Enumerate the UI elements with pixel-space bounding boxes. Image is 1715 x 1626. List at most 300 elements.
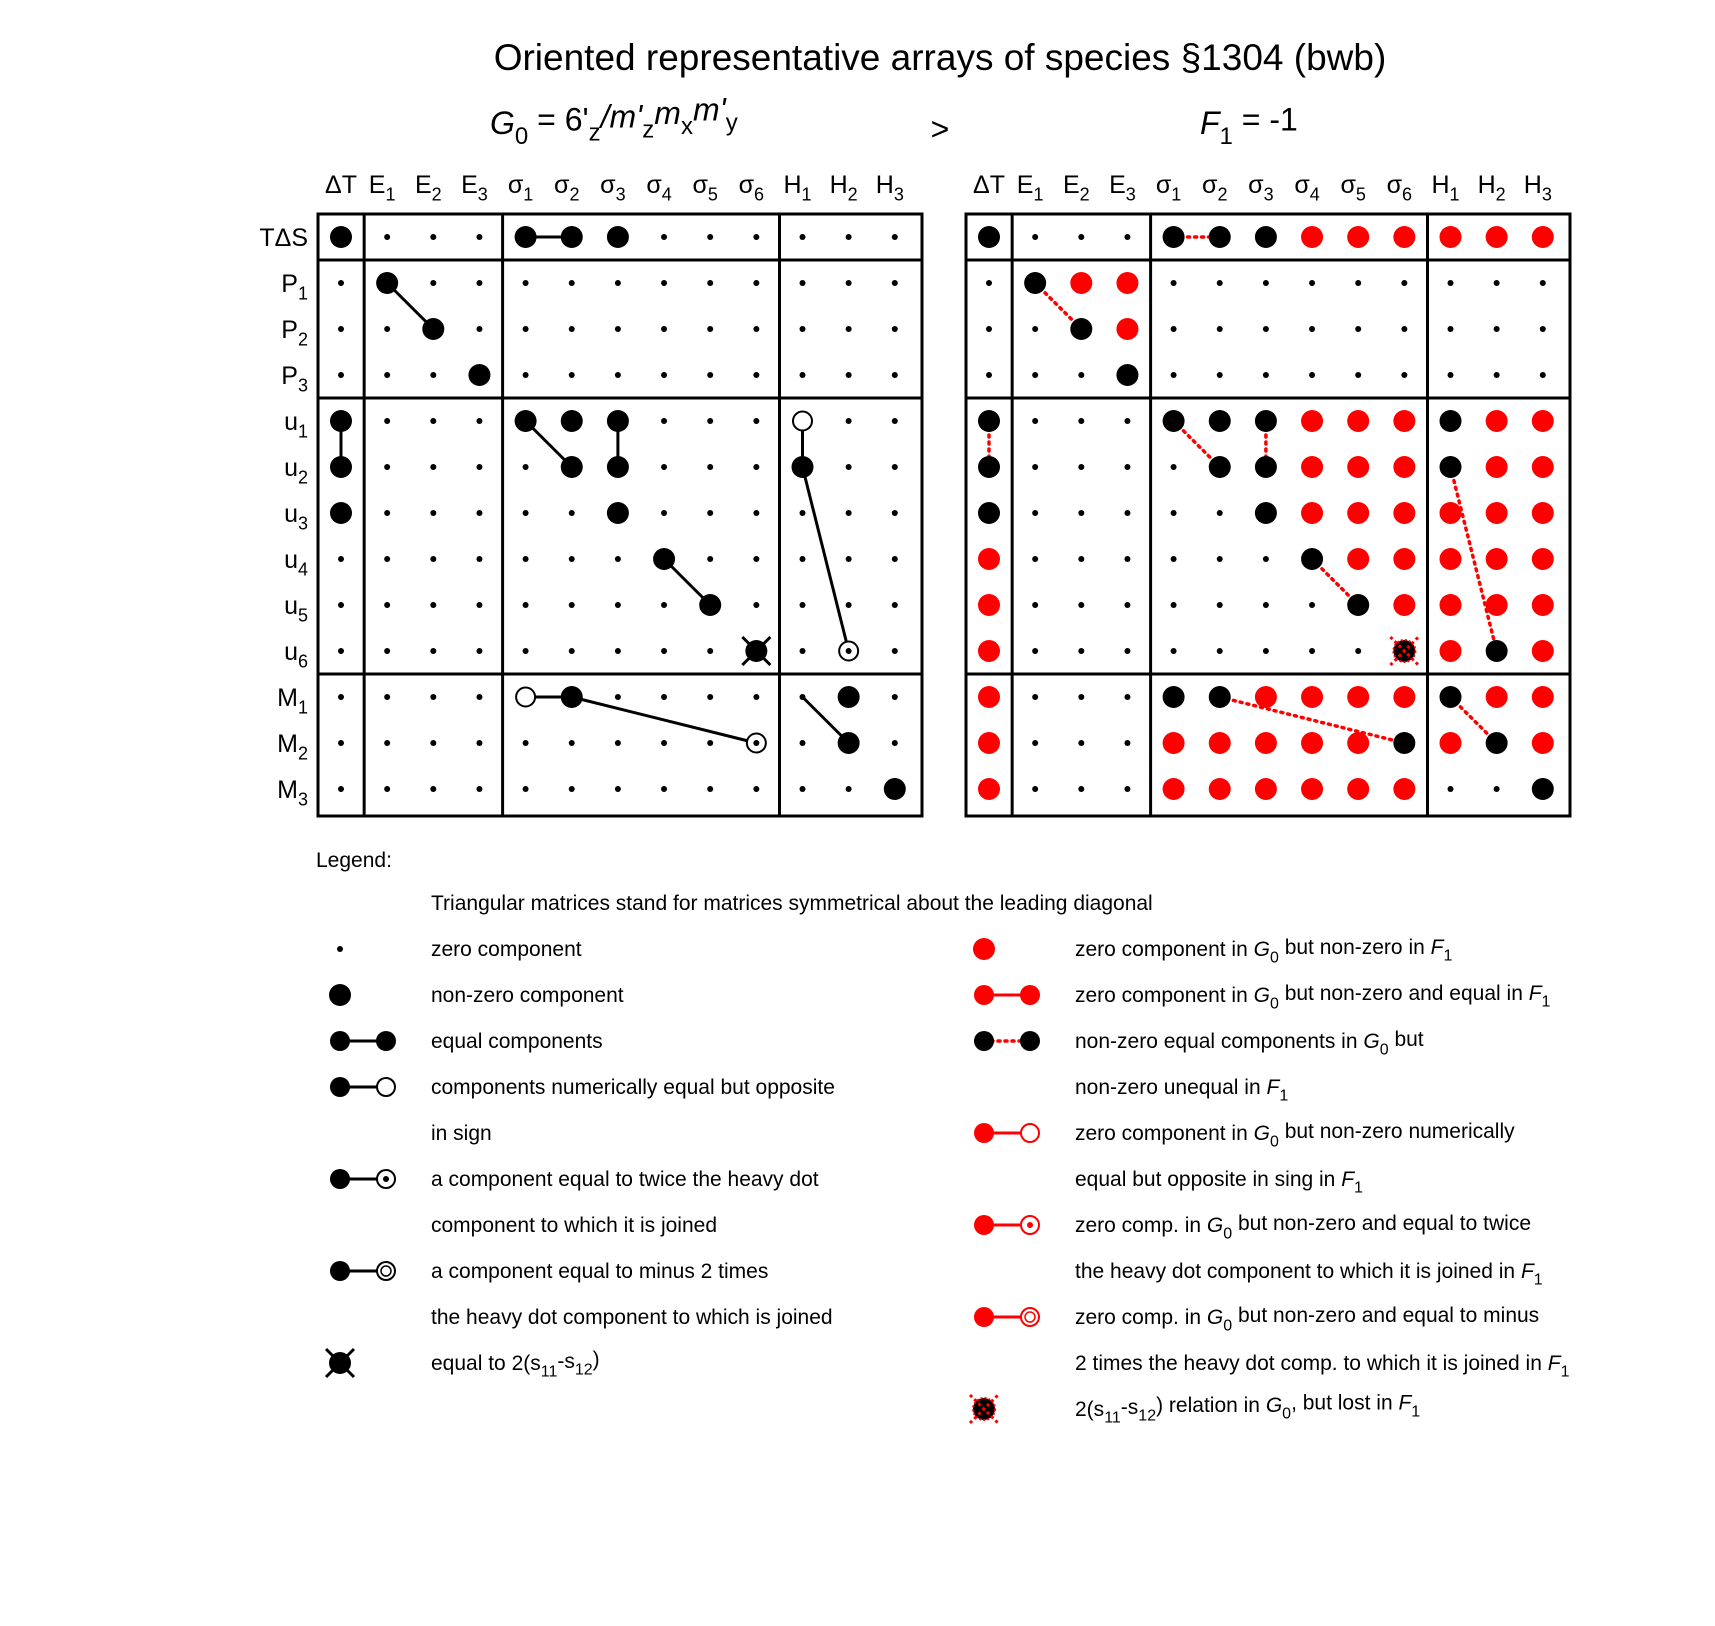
nonzero-component-dot <box>978 226 1000 248</box>
new-nonzero-red-dot <box>978 640 1000 662</box>
left-group-formula: $G_0 = 6'_z/m'_zm_xm'_y$ <box>490 91 738 151</box>
zero-component-dot <box>892 648 898 654</box>
zero-component-dot <box>1355 372 1361 378</box>
zero-component-dot <box>1401 280 1407 286</box>
zero-component-dot <box>1124 556 1130 562</box>
nonzero-component-dot <box>607 410 629 432</box>
legend-symbol-small-dot <box>337 946 343 952</box>
nonzero-component-dot <box>607 502 629 524</box>
zero-component-dot <box>523 280 529 286</box>
left-column-label: $E_1$ <box>368 171 396 205</box>
right-column-label: ΔT <box>973 171 1005 199</box>
zero-component-dot <box>800 326 806 332</box>
right-column-label: $\sigma_4$ <box>1294 171 1320 205</box>
new-nonzero-red-dot <box>1116 272 1138 294</box>
zero-component-dot <box>1448 326 1454 332</box>
zero-component-dot <box>661 648 667 654</box>
new-nonzero-red-dot <box>1347 502 1369 524</box>
crossed-dot <box>326 1349 354 1377</box>
new-nonzero-red-dot <box>1163 732 1185 754</box>
zero-component-dot <box>800 234 806 240</box>
zero-component-dot <box>986 326 992 332</box>
legend-symbol-big-dot <box>329 984 351 1006</box>
zero-component-dot <box>1263 556 1269 562</box>
zero-component-dot <box>476 694 482 700</box>
nonzero-component-dot <box>1209 686 1231 708</box>
zero-component-dot <box>1217 510 1223 516</box>
zero-component-dot <box>707 372 713 378</box>
legend-symbol-dotted-pair <box>974 1031 1040 1051</box>
zero-component-dot <box>707 326 713 332</box>
nonzero-component-dot <box>1532 778 1554 800</box>
twice-component-center <box>846 648 852 654</box>
nonzero-component-dot <box>1209 410 1231 432</box>
row-label: $P_2$ <box>281 316 308 350</box>
zero-component-dot <box>569 648 575 654</box>
new-nonzero-red-dot <box>1347 226 1369 248</box>
zero-component-dot <box>430 464 436 470</box>
zero-component-dot <box>661 786 667 792</box>
left-column-label: $H_2$ <box>829 171 858 205</box>
zero-component-dot <box>846 464 852 470</box>
zero-component-dot <box>707 464 713 470</box>
legend-symbol-minus2-pair <box>330 1261 395 1281</box>
zero-component-dot <box>569 602 575 608</box>
zero-component-dot <box>661 234 667 240</box>
nonzero-component-dot <box>1024 272 1046 294</box>
new-nonzero-red-dot <box>978 548 1000 570</box>
new-nonzero-red-dot <box>1347 548 1369 570</box>
zero-component-dot <box>615 648 621 654</box>
right-column-label: $E_2$ <box>1062 171 1090 205</box>
left-column-label: $E_2$ <box>414 171 442 205</box>
opposite-sign-circle <box>793 412 812 431</box>
zero-component-dot <box>1355 280 1361 286</box>
row-label: $P_1$ <box>281 270 308 304</box>
zero-component-dot <box>846 418 852 424</box>
new-nonzero-red-dot <box>1393 548 1415 570</box>
legend <box>326 936 1570 1427</box>
row-label: TΔS <box>259 224 308 252</box>
zero-component-dot <box>661 510 667 516</box>
new-nonzero-red-dot <box>1393 502 1415 524</box>
zero-component-dot <box>800 740 806 746</box>
zero-component-dot <box>892 602 898 608</box>
zero-component-dot <box>1448 280 1454 286</box>
nonzero-component-dot <box>376 272 398 294</box>
zero-component-dot <box>615 602 621 608</box>
legend-symbol-equal-pair <box>330 1031 396 1051</box>
row-label: $u_2$ <box>284 454 308 488</box>
nonzero-component-dot <box>561 226 583 248</box>
zero-component-dot <box>523 510 529 516</box>
zero-component-dot <box>1540 326 1546 332</box>
zero-component-dot <box>476 648 482 654</box>
right-legend-text: zero comp. in $G_0$ but non-zero and equal to twice <box>1075 1211 1532 1243</box>
nonzero-component-dot <box>515 410 537 432</box>
row-label: $u_3$ <box>284 500 308 534</box>
zero-component-dot <box>846 556 852 562</box>
zero-component-dot <box>892 556 898 562</box>
zero-component-dot <box>846 602 852 608</box>
zero-component-dot <box>1171 602 1177 608</box>
nonzero-component-dot <box>1255 226 1277 248</box>
nonzero-component-dot <box>978 456 1000 478</box>
zero-component-dot <box>661 694 667 700</box>
zero-component-dot <box>800 280 806 286</box>
nonzero-component-dot <box>561 456 583 478</box>
zero-component-dot <box>1032 234 1038 240</box>
new-nonzero-red-dot <box>978 686 1000 708</box>
zero-component-dot <box>523 464 529 470</box>
zero-component-dot <box>1494 280 1500 286</box>
zero-component-dot <box>384 556 390 562</box>
solid-connector <box>572 697 757 743</box>
legend-symbol-crossed-dot <box>326 1349 354 1377</box>
zero-component-dot <box>892 280 898 286</box>
zero-component-dot <box>384 234 390 240</box>
zero-component-dot <box>615 326 621 332</box>
nonzero-component-dot <box>978 502 1000 524</box>
zero-component-dot <box>569 786 575 792</box>
zero-component-dot <box>384 326 390 332</box>
zero-component-dot <box>661 280 667 286</box>
zero-component-dot <box>1263 648 1269 654</box>
left-legend-text: non-zero component <box>431 984 624 1007</box>
zero-component-dot <box>707 280 713 286</box>
zero-component-dot <box>1263 326 1269 332</box>
zero-component-dot <box>615 786 621 792</box>
right-column-label: $E_3$ <box>1109 171 1136 205</box>
zero-component-dot <box>1078 740 1084 746</box>
nonzero-component-dot <box>978 410 1000 432</box>
zero-component-dot <box>753 372 759 378</box>
new-nonzero-red-dot <box>1532 594 1554 616</box>
left-legend-text: zero component <box>431 938 582 961</box>
new-nonzero-red-dot <box>1532 640 1554 662</box>
zero-component-dot <box>846 280 852 286</box>
left-column-label: $H_1$ <box>783 171 812 205</box>
new-nonzero-red-dot <box>1393 686 1415 708</box>
nonzero-component-dot <box>1070 318 1092 340</box>
nonzero-component-dot <box>1440 410 1462 432</box>
zero-component-dot <box>707 234 713 240</box>
zero-component-dot <box>430 602 436 608</box>
zero-component-dot <box>800 510 806 516</box>
zero-component-dot <box>476 234 482 240</box>
zero-component-dot <box>430 372 436 378</box>
new-nonzero-red-dot <box>978 778 1000 800</box>
nonzero-component-dot <box>884 778 906 800</box>
zero-component-dot <box>1032 510 1038 516</box>
zero-component-dot <box>1540 280 1546 286</box>
zero-component-dot <box>1078 418 1084 424</box>
zero-component-dot <box>384 510 390 516</box>
new-nonzero-red-dot <box>1347 778 1369 800</box>
zero-component-dot <box>1217 372 1223 378</box>
zero-component-dot <box>476 326 482 332</box>
legend-heading: Legend: <box>316 849 392 872</box>
left-legend-text: equal to $2(s_{11}-s_{12})$ <box>431 1347 600 1381</box>
zero-component-dot <box>1124 234 1130 240</box>
new-nonzero-red-dot <box>1301 732 1323 754</box>
new-nonzero-red-dot <box>1440 502 1462 524</box>
new-nonzero-red-dot <box>1486 686 1508 708</box>
nonzero-component-dot <box>1163 226 1185 248</box>
zero-component-dot <box>615 694 621 700</box>
zero-component-dot <box>569 510 575 516</box>
zero-component-dot <box>384 740 390 746</box>
zero-component-dot <box>523 556 529 562</box>
lost-relation-crossed-dot <box>1390 637 1418 665</box>
new-nonzero-red-dot <box>1347 732 1369 754</box>
row-label: $M_3$ <box>277 776 308 810</box>
new-nonzero-red-dot <box>1486 594 1508 616</box>
zero-component-dot <box>753 602 759 608</box>
new-nonzero-red-dot <box>1393 226 1415 248</box>
zero-component-dot <box>892 234 898 240</box>
zero-component-dot <box>476 740 482 746</box>
right-column-label: $\sigma_1$ <box>1155 171 1182 205</box>
left-matrix-g0 <box>318 214 922 816</box>
nonzero-component-dot <box>1301 548 1323 570</box>
zero-component-dot <box>892 464 898 470</box>
zero-component-dot <box>707 786 713 792</box>
zero-component-dot <box>1355 648 1361 654</box>
zero-component-dot <box>523 326 529 332</box>
zero-component-dot <box>753 234 759 240</box>
zero-component-dot <box>384 418 390 424</box>
row-label: $u_4$ <box>284 546 308 580</box>
zero-component-dot <box>661 464 667 470</box>
zero-component-dot <box>569 280 575 286</box>
right-column-label: $\sigma_6$ <box>1386 171 1413 205</box>
nonzero-component-dot <box>330 456 352 478</box>
nonzero-component-dot <box>1486 640 1508 662</box>
right-matrix-labels <box>973 171 1552 205</box>
zero-component-dot <box>986 372 992 378</box>
zero-component-dot <box>707 556 713 562</box>
zero-component-dot <box>753 418 759 424</box>
zero-component-dot <box>569 372 575 378</box>
row-label: $M_1$ <box>277 684 308 718</box>
zero-component-dot <box>615 280 621 286</box>
new-nonzero-red-dot <box>1116 318 1138 340</box>
twice-component-center <box>753 740 759 746</box>
zero-component-dot <box>476 602 482 608</box>
new-nonzero-red-dot <box>1440 732 1462 754</box>
right-legend-text: zero component in $G_0$ but non-zero and equal in $F_1$ <box>1075 981 1551 1013</box>
right-legend-text: zero component in $G_0$ but non-zero numerically <box>1075 1119 1515 1151</box>
nonzero-component-dot <box>515 226 537 248</box>
zero-component-dot <box>1078 602 1084 608</box>
new-nonzero-red-dot <box>978 732 1000 754</box>
new-nonzero-red-dot <box>1486 410 1508 432</box>
zero-component-dot <box>753 326 759 332</box>
zero-component-dot <box>707 694 713 700</box>
row-label: $u_5$ <box>284 592 308 626</box>
new-nonzero-red-dot <box>1440 226 1462 248</box>
zero-component-dot <box>430 740 436 746</box>
left-column-label: $\sigma_2$ <box>554 171 580 205</box>
right-legend-text: $2(s_{11}-s_{12})$ relation in $G_0$, but lost in $F_1$ <box>1075 1391 1421 1427</box>
zero-component-dot <box>1401 372 1407 378</box>
new-nonzero-red-dot <box>1532 410 1554 432</box>
new-nonzero-red-dot <box>1486 456 1508 478</box>
zero-component-dot <box>1032 786 1038 792</box>
row-label: $P_3$ <box>281 362 308 396</box>
zero-component-dot <box>384 786 390 792</box>
zero-component-dot <box>430 280 436 286</box>
legend-symbol-opposite-pair <box>330 1077 395 1097</box>
left-legend-text: the heavy dot component to which is joined <box>431 1306 833 1329</box>
right-column-label: $\sigma_5$ <box>1340 171 1366 205</box>
zero-component-dot <box>892 326 898 332</box>
zero-component-dot <box>1263 372 1269 378</box>
right-group-formula: $F_1 = -1$ <box>1200 101 1298 151</box>
zero-component-dot <box>1078 510 1084 516</box>
zero-component-dot <box>800 786 806 792</box>
zero-component-dot <box>1078 694 1084 700</box>
left-column-label: ΔT <box>325 171 357 199</box>
zero-component-dot <box>1124 510 1130 516</box>
nonzero-component-dot <box>838 732 860 754</box>
nonzero-component-dot <box>1209 226 1231 248</box>
zero-component-dot <box>1309 326 1315 332</box>
legend-symbol-red-opposite-pair <box>974 1123 1039 1143</box>
zero-component-dot <box>1032 556 1038 562</box>
zero-component-dot <box>338 602 344 608</box>
zero-component-dot <box>753 786 759 792</box>
zero-component-dot <box>1494 786 1500 792</box>
new-nonzero-red-dot <box>1486 226 1508 248</box>
zero-component-dot <box>986 280 992 286</box>
zero-component-dot <box>430 556 436 562</box>
zero-component-dot <box>800 648 806 654</box>
zero-component-dot <box>1078 556 1084 562</box>
zero-component-dot <box>1494 326 1500 332</box>
zero-component-dot <box>1032 648 1038 654</box>
zero-component-dot <box>800 694 806 700</box>
nonzero-component-dot <box>1255 502 1277 524</box>
zero-component-dot <box>1078 786 1084 792</box>
nonzero-component-dot <box>792 456 814 478</box>
zero-component-dot <box>846 510 852 516</box>
zero-component-dot <box>430 510 436 516</box>
zero-component-dot <box>1078 372 1084 378</box>
zero-component-dot <box>1448 372 1454 378</box>
zero-component-dot <box>476 418 482 424</box>
legend-symbol-red-twice-pair <box>974 1215 1039 1235</box>
legend-symbol-red-minus2-pair <box>974 1307 1039 1327</box>
left-legend-text: in sign <box>431 1122 492 1145</box>
new-nonzero-red-dot <box>1301 410 1323 432</box>
zero-component-dot <box>892 510 898 516</box>
zero-component-dot <box>1032 740 1038 746</box>
zero-component-dot <box>1124 602 1130 608</box>
zero-component-dot <box>846 234 852 240</box>
zero-component-dot <box>1309 648 1315 654</box>
zero-component-dot <box>846 326 852 332</box>
new-nonzero-red-dot <box>1393 410 1415 432</box>
zero-component-dot <box>892 418 898 424</box>
new-nonzero-red-dot <box>1209 732 1231 754</box>
legend-symbol-lost-crossed-dot <box>970 1395 998 1423</box>
right-legend-text: 2 times the heavy dot comp. to which it is joined in $F_1$ <box>1075 1352 1570 1381</box>
zero-component-dot <box>338 648 344 654</box>
zero-component-dot <box>1217 326 1223 332</box>
zero-component-dot <box>1124 694 1130 700</box>
zero-component-dot <box>1171 280 1177 286</box>
zero-component-dot <box>753 280 759 286</box>
zero-component-dot <box>846 786 852 792</box>
new-nonzero-red-dot <box>1347 456 1369 478</box>
comparator-symbol: > <box>930 111 950 147</box>
zero-component-dot <box>1217 556 1223 562</box>
nonzero-component-dot <box>561 410 583 432</box>
zero-component-dot <box>1540 372 1546 378</box>
nonzero-component-dot <box>1163 410 1185 432</box>
zero-component-dot <box>1448 786 1454 792</box>
row-label: $M_2$ <box>277 730 308 764</box>
zero-component-dot <box>523 786 529 792</box>
new-nonzero-red-dot <box>1532 456 1554 478</box>
zero-component-dot <box>892 740 898 746</box>
zero-component-dot <box>661 602 667 608</box>
zero-component-dot <box>800 602 806 608</box>
legend-symbol-red-dot <box>973 938 995 960</box>
zero-component-dot <box>476 786 482 792</box>
zero-component-dot <box>430 786 436 792</box>
new-nonzero-red-dot <box>1347 410 1369 432</box>
new-nonzero-red-dot <box>1532 226 1554 248</box>
zero-component-dot <box>1309 602 1315 608</box>
zero-component-dot <box>1494 372 1500 378</box>
nonzero-component-dot <box>838 686 860 708</box>
zero-component-dot <box>1124 786 1130 792</box>
row-label: $u_6$ <box>284 638 308 672</box>
zero-component-dot <box>1309 372 1315 378</box>
zero-component-dot <box>476 556 482 562</box>
new-nonzero-red-dot <box>1255 686 1277 708</box>
right-legend-text: non-zero equal components in $G_0$ but <box>1075 1027 1424 1059</box>
zero-component-dot <box>753 694 759 700</box>
new-nonzero-red-dot <box>1301 226 1323 248</box>
zero-component-dot <box>707 740 713 746</box>
right-column-label: $H_2$ <box>1477 171 1506 205</box>
solid-connector <box>803 467 849 651</box>
nonzero-component-dot <box>1486 732 1508 754</box>
right-legend-text: non-zero unequal in $F_1$ <box>1075 1076 1289 1105</box>
zero-component-dot <box>476 280 482 286</box>
nonzero-component-dot <box>330 410 352 432</box>
zero-component-dot <box>430 694 436 700</box>
zero-component-dot <box>569 740 575 746</box>
zero-component-dot <box>523 372 529 378</box>
zero-component-dot <box>1171 648 1177 654</box>
zero-component-dot <box>1171 556 1177 562</box>
right-matrix-f1 <box>966 214 1570 816</box>
right-legend-text: zero comp. in $G_0$ but non-zero and equal to minus <box>1075 1303 1540 1335</box>
zero-component-dot <box>892 372 898 378</box>
opposite-sign-circle <box>516 688 535 707</box>
zero-component-dot <box>661 326 667 332</box>
right-column-label: $\sigma_3$ <box>1248 171 1274 205</box>
page-title: Oriented representative arrays of species §1304 (bwb) <box>493 37 1387 78</box>
new-nonzero-red-dot <box>1301 778 1323 800</box>
new-nonzero-red-dot <box>1255 732 1277 754</box>
zero-component-dot <box>1032 326 1038 332</box>
